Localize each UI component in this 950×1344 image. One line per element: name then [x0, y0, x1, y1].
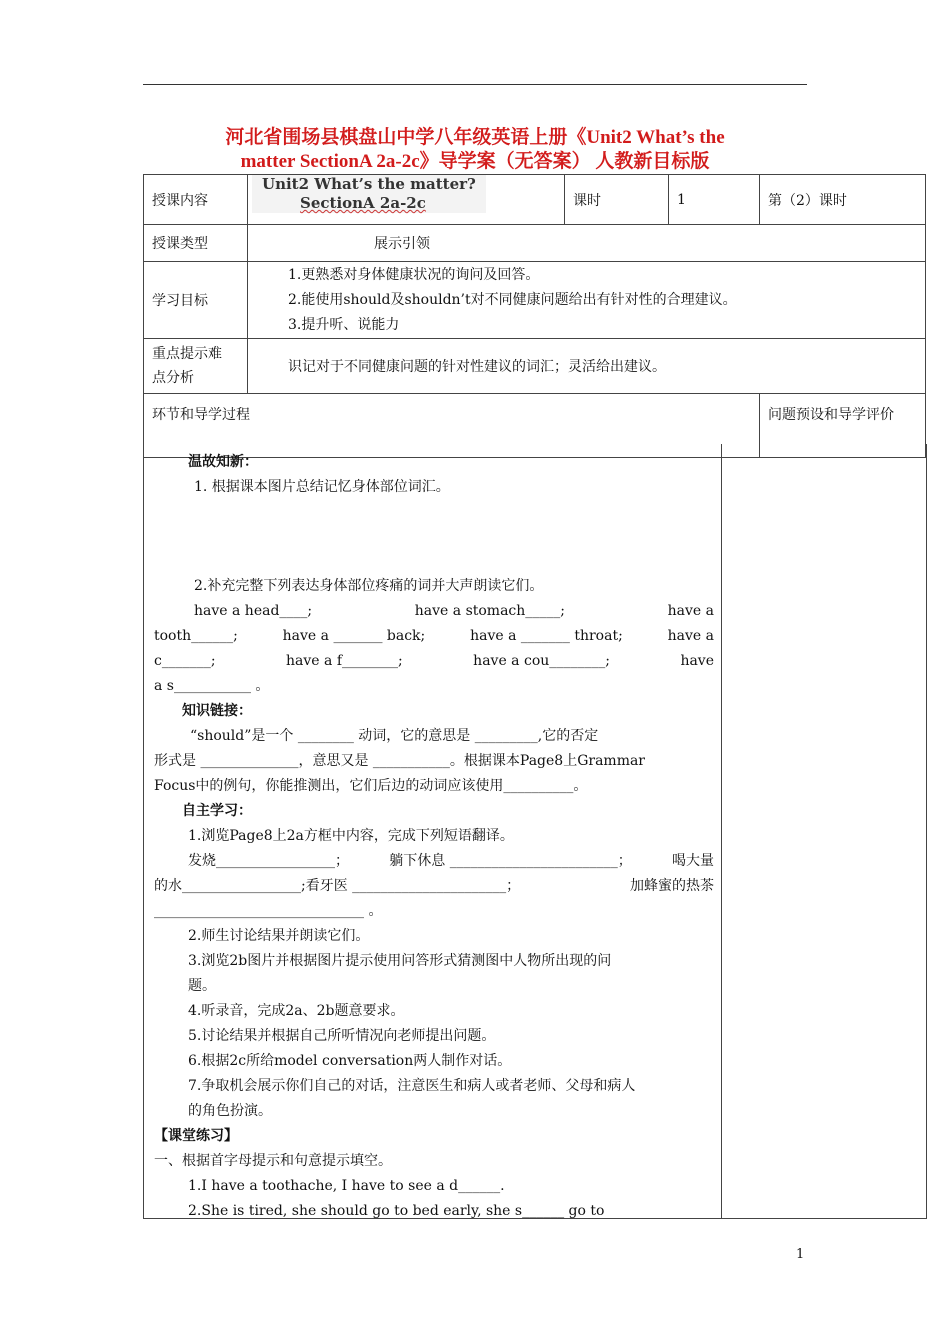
row-focus — [144, 339, 926, 394]
goal-item: 3.提升听、说能力 — [288, 316, 400, 333]
section-line-1: Unit2 What’s the matter? — [262, 175, 476, 193]
focus-value: 识记对于不同健康问题的针对性建议的词汇；灵活给出建议。 — [248, 339, 926, 394]
section-line-2: SectionA 2a-2c — [300, 194, 426, 212]
row-type — [144, 225, 926, 262]
practice-question: 2.She is tired, she should go to bed early, she s______ go to — [188, 1203, 605, 1219]
self-study-item: 的角色扮演。 — [188, 1103, 272, 1119]
self-study-item: 2.师生讨论结果并朗读它们。 — [188, 928, 370, 944]
review-item: 1. 根据课本图片总结记忆身体部位词汇。 — [194, 479, 450, 495]
goal-item: 2.能使用should及shouldn’t对不同健康问题给出有针对性的合理建议。 — [288, 291, 737, 308]
lesson-info-table — [143, 174, 926, 458]
period-number: 第（2）课时 — [760, 175, 926, 225]
page-number: 1 — [796, 1247, 805, 1262]
label-type: 授课类型 — [144, 225, 248, 262]
practice-instruction: 一、根据首字母提示和句意提示填空。 — [154, 1153, 392, 1169]
row-content — [144, 175, 926, 225]
fill-line: 发烧_________________； 躺下休息 ________________________； 喝大量 — [188, 853, 714, 869]
fill-line: 的水_________________;看牙医 ______________________； 加蜂蜜的热茶 — [154, 878, 714, 894]
header-rule — [143, 84, 807, 85]
process-header: 环节和导学过程 — [144, 394, 760, 458]
process-body — [143, 444, 927, 1219]
title-line-2: matter SectionA 2a-2c》导学案（无答案） 人教新目标版 — [240, 151, 710, 172]
goals-list — [248, 262, 926, 339]
type-value: 展示引领 — [248, 225, 926, 262]
self-study-item: 5.讨论结果并根据自己所听情况向老师提出问题。 — [188, 1028, 496, 1044]
label-content: 授课内容 — [144, 175, 248, 225]
self-study-item: 1.浏览Page8上2a方框中内容，完成下列短语翻译。 — [188, 828, 514, 844]
fill-line: c_______; have a f________; have a cou________; have — [154, 653, 714, 669]
label-focus: 重点提示难 点分析 — [144, 339, 248, 394]
fill-line: have a head____; have a stomach_____; have a — [194, 603, 714, 619]
evaluation-header: 问题预设和导学评价 — [760, 394, 926, 458]
fill-line: tooth______; have a _______ back; have a _______ throat; have a — [154, 628, 714, 644]
self-study-item: 7.争取机会展示你们自己的对话，注意医生和病人或者老师、父母和病人 — [188, 1078, 636, 1094]
practice-header: 【课堂练习】 — [154, 1128, 238, 1144]
practice-question: 1.I have a toothache, I have to see a d______. — [188, 1178, 505, 1194]
self-study-header: 自主学习： — [182, 803, 252, 819]
label-period: 课时 — [565, 175, 669, 225]
fill-line: a s___________ 。 — [154, 678, 270, 694]
goal-item: 1.更熟悉对身体健康状况的询问及回答。 — [288, 266, 540, 283]
period-value: 1 — [669, 175, 760, 225]
self-study-item: 3.浏览2b图片并根据图片提示使用问答形式猜测图中人物所出现的问 — [188, 953, 612, 969]
review-item: 2.补充完整下列表达身体部位疼痛的词并大声朗读它们。 — [194, 578, 544, 594]
self-study-item: 题。 — [188, 978, 216, 994]
knowledge-header: 知识链接： — [182, 703, 252, 719]
knowledge-line: “should”是一个 ________ 动词，它的意思是 _________,它的否定 — [190, 728, 599, 744]
knowledge-line: Focus中的例句，你能推测出，它们后边的动词应该使用__________。 — [154, 778, 588, 794]
row-goals — [144, 262, 926, 339]
label-goals: 学习目标 — [144, 262, 248, 339]
process-content — [154, 450, 714, 1224]
review-header: 温故知新： — [188, 454, 258, 470]
column-divider — [721, 444, 722, 1218]
section-image — [248, 175, 565, 225]
title-line-1: 河北省围场县棋盘山中学八年级英语上册《Unit2 What’s the — [225, 127, 725, 148]
knowledge-line: 形式是 ______________，意思又是 ___________。根据课本Page8上Grammar — [154, 753, 646, 769]
document-title — [143, 126, 807, 174]
self-study-item: 6.根据2c所给model conversation两人制作对话。 — [188, 1053, 512, 1069]
self-study-item: 4.听录音，完成2a、2b题意要求。 — [188, 1003, 405, 1019]
fill-line: ______________________________ 。 — [154, 903, 383, 919]
